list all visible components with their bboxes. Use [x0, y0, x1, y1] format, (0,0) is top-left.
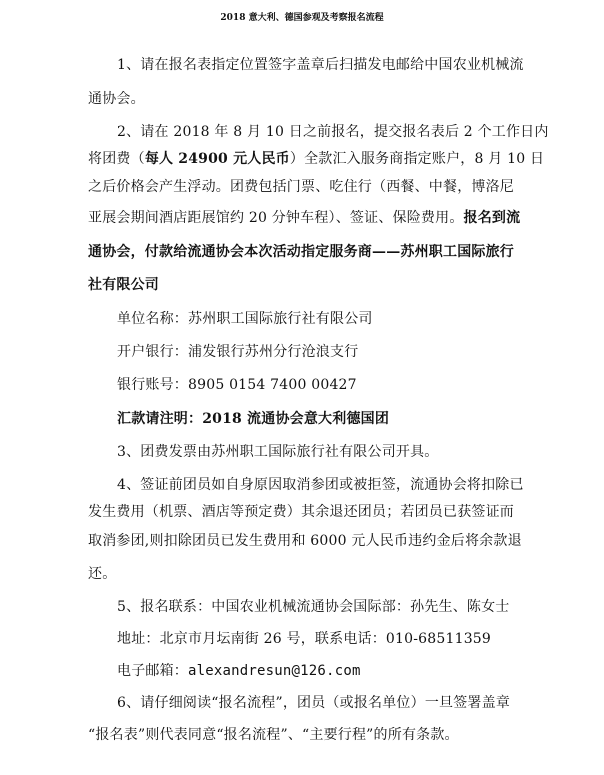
item2-line4-bold: 报名到流	[463, 210, 521, 226]
item2-line4-text-a: 亚展会期间酒店距展馆约 20 分钟车程）、签证、保险费用。	[88, 210, 464, 226]
item2-line6: 社有限公司	[88, 277, 159, 293]
email-label: 电子邮箱：	[117, 663, 188, 679]
item1-line2: 通协会。	[88, 91, 145, 107]
group-fee-amount: 每人 24900 元人民币	[144, 151, 290, 167]
item2-line2-text-a: 将团费（	[88, 151, 145, 167]
item6-line1: 6、请仔细阅读“报名流程”，团员（或报名单位）一旦签署盖章	[117, 695, 511, 711]
item3: 3、团费发票由苏州职工国际旅行社有限公司开具。	[117, 444, 439, 460]
item4-line2: 发生费用（机票、酒店等预定费）其余退还团员；若团员已获签证而	[88, 504, 514, 520]
remittance-remark: 汇款请注明：2018 流通协会意大利德国团	[117, 411, 390, 427]
item2-line3: 之后价格会产生浮动。团费包括门票、吃住行（西餐、中餐，博洛尼	[88, 179, 514, 195]
registration-contact: 5、报名联系：中国农业机械流通协会国际部：孙先生、陈女士	[117, 599, 510, 615]
bank-branch: 开户银行：浦发银行苏州分行沧浪支行	[117, 344, 359, 360]
item1-line1: 1、请在报名表指定位置签字盖章后扫描发电邮给中国农业机械流	[117, 57, 524, 73]
item2-line1: 2、请在 2018 年 8 月 10 日之前报名，提交报名表后 2 个工作日内	[117, 124, 549, 140]
item2-line2	[88, 150, 544, 168]
item4-line3: 取消参团,则扣除团员已发生费用和 6000 元人民币违约金后将余款退	[88, 533, 522, 549]
contact-email-row	[117, 662, 361, 680]
item4-line1: 4、签证前团员如自身原因取消参团或被拒签，流通协会将扣除已	[117, 477, 524, 493]
contact-address: 地址：北京市月坛南街 26 号，联系电话：010-68511359	[117, 631, 492, 647]
item2-line5: 通协会，付款给流通协会本次活动指定服务商——苏州职工国际旅行	[88, 244, 514, 260]
item6-line2: “报名表”则代表同意“报名流程”、“主要行程”的所有条款。	[88, 727, 459, 743]
item4-line4: 还。	[88, 566, 117, 582]
item2-line4	[88, 209, 520, 227]
bank-account: 银行账号：8905 0154 7400 00427	[117, 377, 357, 393]
item2-line2-text-c: ）全款汇入服务商指定账户，8 月 10 日	[289, 151, 545, 167]
email-address: alexandresun@126.com	[188, 663, 361, 679]
bank-company-name: 单位名称：苏州职工国际旅行社有限公司	[117, 311, 373, 327]
page-title: 2018 意大利、德国参观及考察报名流程	[220, 13, 384, 23]
